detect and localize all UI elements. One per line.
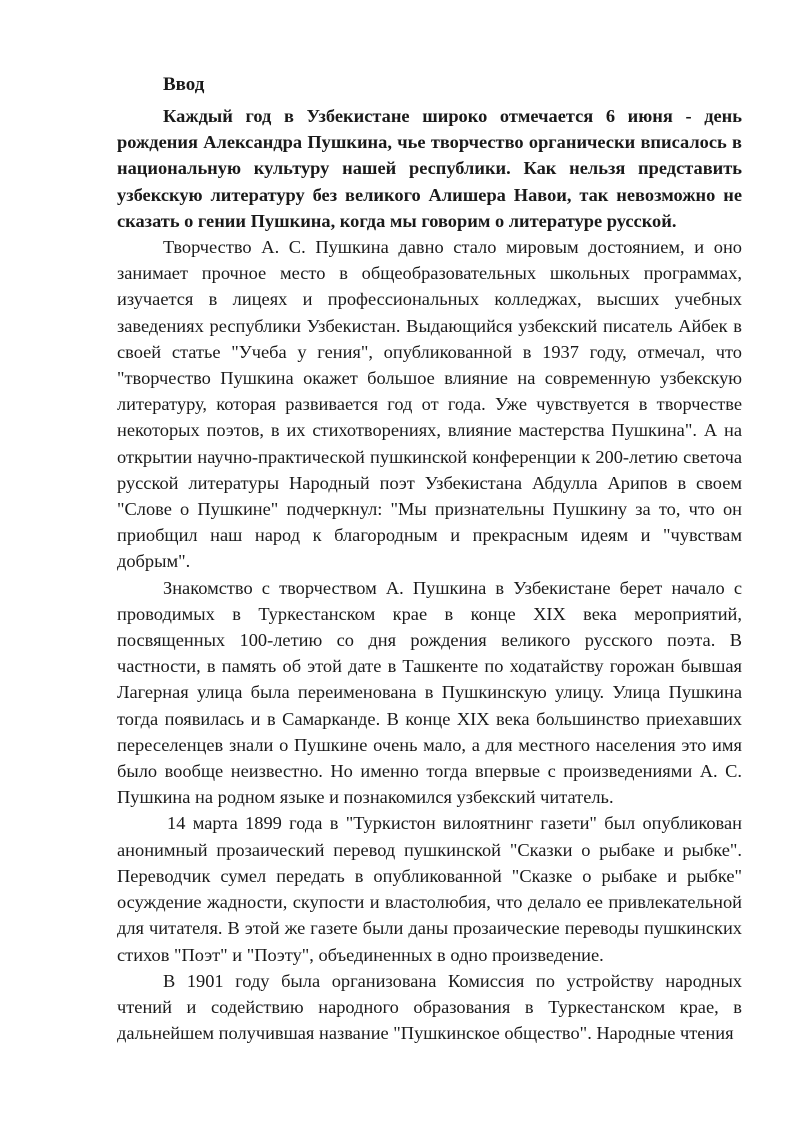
section-heading: Ввод [163,74,205,95]
body-paragraph-2: Знакомство с творчеством А. Пушкина в Узбекистане берет начало с проводимых в Туркестанском крае в конце XIX века мероприятий, посвященных 100-летию со дня рождения великого русского поэта. В частности, в память об этой дате в Ташкенте по ходатайству горожан бывшая Лагерная улица была переименована в Пушкинскую улицу. Улица Пушкина тогда появилась и в Самарканде. В конце XIX века большинство приехавших переселенцев знали о Пушкине очень мало, а для местного населения это имя было вообще неизвестно. Но именно тогда впервые с произведениями А. С. Пушкина на родном языке и познакомился узбекский читатель. [117,577,742,808]
body-paragraph-1: Творчество А. С. Пушкина давно стало мировым достоянием, и оно занимает прочное место в общеобразовательных школьных программах, изучается в лицеях и профессиональных колледжах, высших учебных заведениях республики Узбекистан. Выдающийся узбекский писатель Айбек в своей статье "Учеба у гения", опубликованной в 1937 году, отмечал, что "творчество Пушкина окажет большое влияние на современную узбекскую литературу, которая развивается год от года. Уже чувствуется в творчестве некоторых поэтов, в их стихотворениях, влияние мастерства Пушкина". А на открытии научно-практической пушкинской конференции к 200-летию светоча русской литературы Народный поэт Узбекистана Абдулла Арипов в своем "Слове о Пушкине" подчеркнул: "Мы признательны Пушкину за то, что он приобщил наш народ к благородным и прекрасным идеям и "чувствам добрым". [117,237,742,572]
body-paragraph-4: В 1901 году была организована Комиссия по устройству народных чтений и содействию народного образования в Туркестанском крае, в дальнейшем получившая название "Пушкинское общество". Народные чтения [117,970,742,1044]
body-paragraph-3: 14 марта 1899 года в "Туркистон вилоятнинг газети" был опубликован анонимный прозаический перевод пушкинской "Сказки о рыбаке и рыбке". Переводчик сумел передать в опубликованной "Сказке о рыбаке и рыбке" осуждение жадности, скупости и властолюбия, что делало ее привлекательной для читателя. В этой же газете были даны прозаические переводы пушкинских стихов "Поэт" и "Поэту", объединенных в одно произведение. [117,813,742,965]
document-page [117,72,742,1046]
intro-paragraph: Каждый год в Узбекистане широко отмечается 6 июня - день рождения Александра Пушкина, чье творчество органически вписалось в национальную культуру нашей республики. Как нельзя представить узбекскую литературу без великого Алишера Навои, так невозможно не сказать о гении Пушкина, когда мы говорим о литературе русской. [117,106,742,231]
